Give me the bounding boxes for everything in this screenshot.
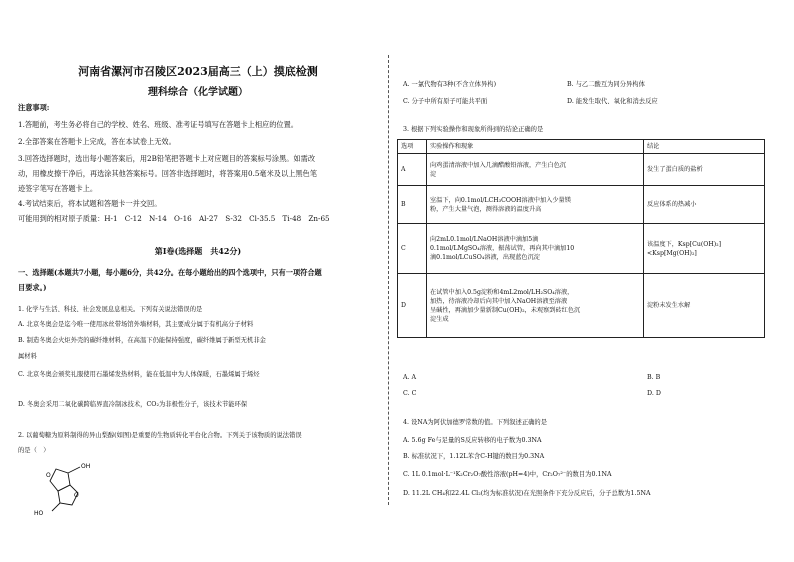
q2-stem-cont: 的是（ ） (18, 447, 50, 454)
op-line: 0.1mol/LMgSO₄溶液，振荡试管，再向其中滴加10 (430, 245, 575, 252)
op-line: 呈碱性，再滴加少量新制Cu(OH)₂，未观察到砖红色沉 (430, 306, 581, 314)
table-row (398, 224, 765, 274)
row-operation (427, 154, 644, 186)
exam-title: 河南省漯河市召陵区2023届高三（上）摸底检测 (78, 65, 318, 78)
left-column (18, 0, 378, 562)
q4-stem: 4. 设NA为阿伏加德罗常数的值。下列叙述正确的是 (403, 419, 548, 426)
table-row (398, 154, 765, 186)
isosorbide-structure-diagram (28, 455, 118, 515)
q1-option-b: B. 制造冬奥会火炬外壳的碳纤维材料，在高温下仍能保持强度，碳纤维属于新型无机非金 (18, 337, 266, 344)
notice-line: 4.考试结束后，将本试题和答题卡一并交回。 (18, 199, 162, 208)
op-line: 在试管中加入0.5g淀粉和4mL2mol/LH₂SO₄溶液， (430, 288, 574, 296)
table-header: 结论 (644, 140, 765, 154)
right-column (397, 0, 777, 562)
q4-option-d: D. 11.2L CH₄和22.4L Cl₂(均为标准状况)在光照条件下充分反应后，分子总数为1.5NA (403, 490, 651, 497)
column-divider (388, 55, 389, 505)
notice-heading: 注意事项: (18, 103, 50, 112)
svg-text:OH: OH (81, 463, 91, 470)
notice-line: 动，用橡皮擦干净后，再选涂其他答案标号。回答非选择题时，将答案用0.5毫米及以上黑色笔 (18, 169, 317, 178)
q3-table (397, 139, 765, 338)
notice-line: 2.全部答案在答题卡上完成，答在本试卷上无效。 (18, 137, 176, 146)
table-row (398, 274, 765, 338)
q3-answer-d: D. D (647, 390, 661, 397)
section-intro-cont: 目要求。) (18, 283, 47, 292)
row-option: B (398, 186, 427, 224)
q4-option-a: A. 5.6g Fe与足量的S反应转移的电子数为0.3NA (403, 437, 542, 444)
atomic-mass-line: 可能用到的相对原子质量：H-1 C-12 N-14 O-16 Al-27 S-32 Cl-35.5 Ti-48 Zn-65 (18, 214, 330, 223)
q3-answer-b: B. B (647, 374, 661, 381)
q1-option-c: C. 北京冬奥会颁奖礼服使用石墨烯发热材料，能在低温中为人体保暖，石墨烯属于烯烃 (18, 371, 260, 378)
q2-option-c: C. 分子中所有原子可能共平面 (403, 98, 488, 105)
table-header: 选项 (398, 140, 427, 154)
table-row (398, 186, 765, 224)
q3-stem: 3. 根据下列实验操作和现象所得到的结论正确的是 (403, 126, 544, 133)
row-conclusion: 发生了蛋白质的盐析 (644, 154, 765, 186)
q3-answer-a: A. A (403, 374, 417, 381)
q1-option-b-cont: 属材料 (18, 353, 37, 360)
q1-stem: 1. 化学与生活、科技、社会发展息息相关。下列有关说法错误的是 (18, 306, 203, 313)
op-line: 粉，产生大量气泡，测得溶液的温度升高 (430, 205, 542, 213)
row-operation (427, 186, 644, 224)
q2-option-a: A. 一氯代物有3种(不含立体异构) (403, 81, 497, 88)
exam-subtitle: 理科综合（化学试题） (148, 87, 248, 98)
op-line: 向鸡蛋清溶液中加入几滴醋酸铅溶液，产生白色沉 (430, 161, 567, 169)
q2-option-d: D. 能发生取代、氧化和消去反应 (567, 98, 658, 105)
row-operation (427, 224, 644, 274)
row-conclusion: 反应体系的热减小 (644, 186, 765, 224)
q1-option-d: D. 冬奥会采用二氧化碳跨临界直冷制冰技术，CO₂为非极性分子，该技术节能环保 (18, 401, 248, 408)
op-line: 淀 (430, 170, 437, 178)
op-line: 向2mL0.1mol/LNaOH溶液中滴加5滴 (430, 236, 539, 243)
op-line: 淀生成 (430, 315, 449, 323)
row-option: A (398, 154, 427, 186)
q1-option-a: A. 北京冬奥会是迄今唯一使用冰丝带场馆外墙材料，其主要成分属于有机高分子材料 (18, 321, 254, 328)
svg-text:HO: HO (34, 510, 44, 515)
row-conclusion: 该温度下，Ksp[Cu(OH)₂]<Ksp[Mg(OH)₂] (644, 224, 765, 274)
q4-option-c: C. 1L 0.1mol·L⁻¹K₂Cr₂O₇酸性溶液(pH=4)中，Cr₂O₇²⁻的数目为0.1NA (403, 471, 612, 478)
notice-line: 3.回答选择题时，选出每小题答案后，用2B铅笔把答题卡上对应题目的答案标号涂黑。如需改 (18, 154, 316, 163)
op-line: 加热，待溶液冷却后向其中加入NaOH溶液至溶液 (430, 297, 568, 305)
op-line: 滴0.1mol/LCuSO₄溶液，出现蓝色沉淀 (430, 254, 540, 261)
row-option: D (398, 274, 427, 338)
notice-line: 迹签字笔写在答题卡上。 (18, 184, 98, 193)
op-line: 室温下，向0.1mol/LCH₃COOH溶液中加入少量镁 (430, 196, 571, 204)
q4-option-b: B. 标准状况下，1.12L苯含C-H键的数目为0.3NA (403, 453, 545, 460)
section-title: 第Ⅰ卷(选择题 共42分) (154, 246, 242, 256)
svg-text:O: O (46, 472, 51, 479)
row-operation (427, 274, 644, 338)
notice-line: 1.答题前，考生务必将自己的学校、姓名、班级、准考证号填写在答题卡上相应的位置。 (18, 120, 298, 129)
row-option: C (398, 224, 427, 274)
section-intro: 一、选择题(本题共7小题，每小题6分，共42分。在每小题给出的四个选项中，只有一项符合题 (18, 268, 322, 277)
q2-option-b: B. 与乙二酸互为同分异构体 (567, 81, 645, 88)
svg-text:O: O (74, 492, 79, 499)
q3-answer-c: C. C (403, 390, 417, 397)
row-conclusion: 淀粉未发生水解 (644, 274, 765, 338)
q2-stem: 2. 以葡萄糖为原料制得的异山梨醇(如图)是重要的生物质转化平台化合物。下列关于该物质的说法错误 (18, 432, 302, 439)
table-header: 实验操作和现象 (427, 140, 644, 154)
table-header-row (398, 140, 765, 154)
